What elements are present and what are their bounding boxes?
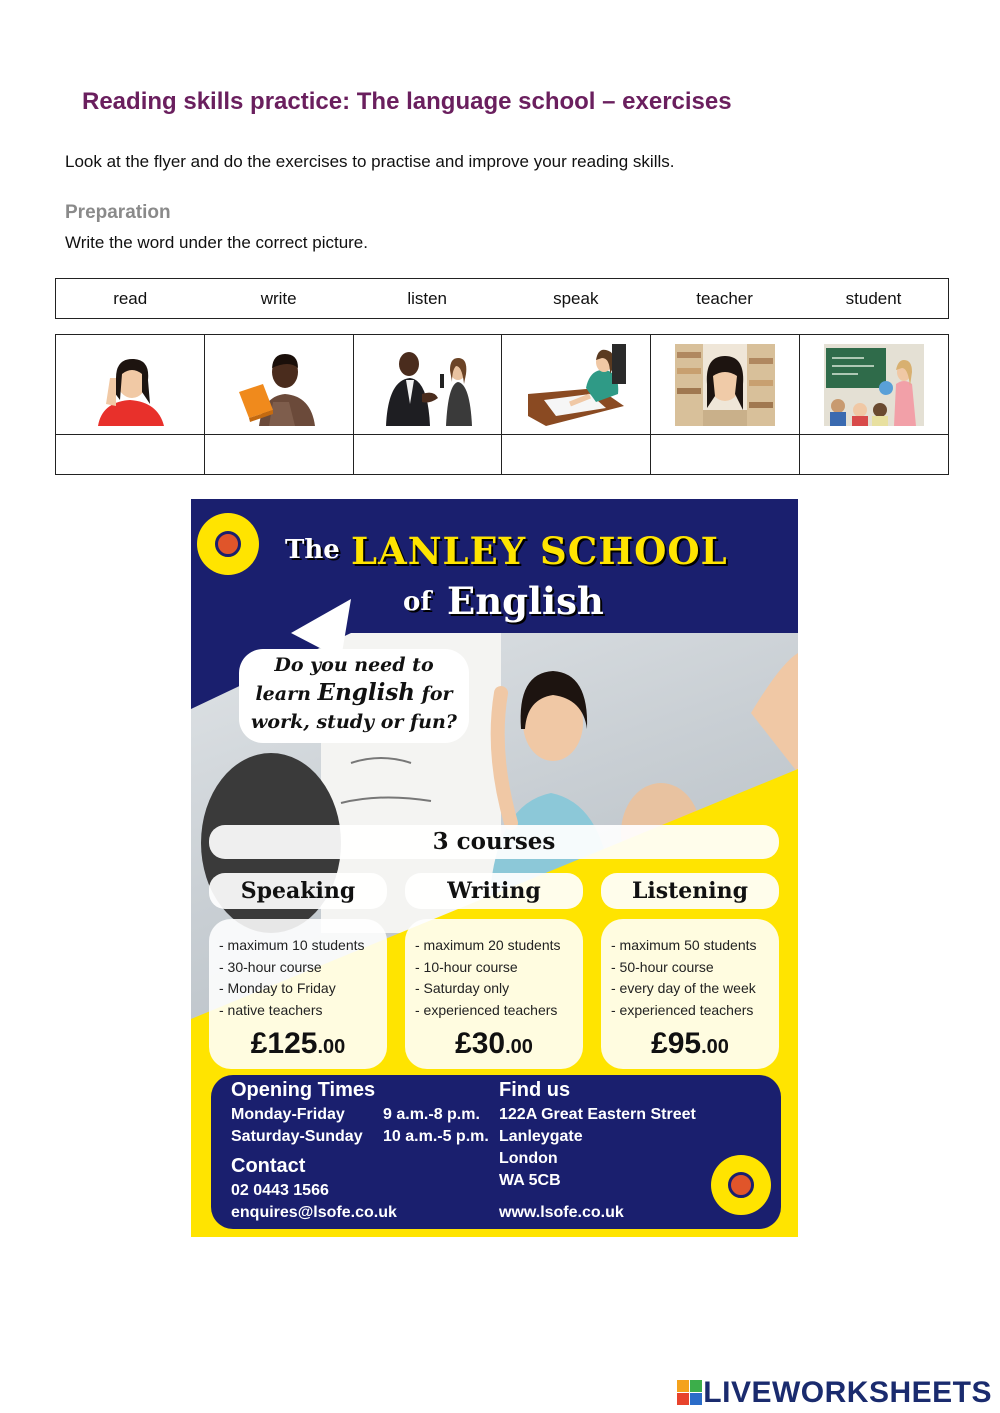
answer-cell [651, 435, 800, 475]
address-line-4: WA 5CB [499, 1172, 561, 1189]
speech-bubble [239, 649, 469, 743]
contact-email[interactable]: enquires@lsofe.co.uk [231, 1204, 397, 1221]
answer-input-6[interactable] [803, 438, 945, 472]
flyer-title-of: of [403, 587, 432, 617]
picture-table [55, 334, 949, 475]
answer-input-2[interactable] [208, 438, 350, 472]
opening-hours-1: 9 a.m.-8 p.m. [383, 1106, 480, 1123]
course-card-writing [405, 919, 583, 1069]
flyer-title-english: English [447, 579, 604, 623]
price-cents: .00 [701, 1036, 729, 1058]
answer-input-5[interactable] [654, 438, 796, 472]
answer-cell [353, 435, 502, 475]
answer-input-4[interactable] [505, 438, 647, 472]
course-detail: - every day of the week [611, 980, 756, 996]
word-bank [55, 278, 949, 319]
website-link[interactable]: www.lsofe.co.uk [499, 1204, 624, 1221]
page-title: Reading skills practice: The language school – exercises [82, 88, 732, 115]
picture-cell [204, 335, 353, 435]
word-write: write [204, 279, 352, 319]
price-cents: .00 [317, 1036, 346, 1058]
liveworksheets-icon [677, 1380, 703, 1406]
preparation-instruction: Write the word under the correct picture. [65, 233, 368, 252]
answer-cell [800, 435, 949, 475]
listening-woman-picture [80, 344, 180, 426]
student-books-picture [675, 344, 775, 426]
opening-times-heading: Opening Times [231, 1079, 376, 1101]
answer-cell [56, 435, 205, 475]
opening-hours-2: 10 a.m.-5 p.m. [383, 1128, 489, 1145]
course-price [405, 1027, 583, 1061]
flyer-title-main: LANLEY SCHOOL [351, 529, 728, 573]
course-detail: - native teachers [219, 1001, 323, 1018]
contact-phone: 02 0443 1566 [231, 1182, 329, 1199]
picture-cell [56, 335, 205, 435]
course-price [601, 1027, 779, 1061]
picture-cell [800, 335, 949, 435]
opening-days-2: Saturday-Sunday [231, 1128, 363, 1145]
course-detail: - 30-hour course [219, 958, 322, 975]
word-speak: speak [501, 279, 650, 319]
speaking-man-picture [378, 344, 478, 426]
bubble-english: English [317, 679, 416, 706]
price-cents: .00 [505, 1036, 533, 1058]
liveworksheets-text: LIVEWORKSHEETS [703, 1376, 992, 1409]
bubble-for: for [421, 683, 453, 705]
bubble-line-3: work, study or fun? [251, 711, 457, 733]
price-main: £30 [455, 1027, 506, 1060]
logo-circle-icon [711, 1155, 771, 1215]
word-listen: listen [353, 279, 502, 319]
answer-cell [204, 435, 353, 475]
preparation-heading: Preparation [65, 202, 171, 223]
answer-input-3[interactable] [357, 438, 499, 472]
answer-input-1[interactable] [59, 438, 201, 472]
course-detail: - Saturday only [415, 980, 510, 996]
classroom-teacher-picture [824, 344, 924, 426]
course-detail: - experienced teachers [415, 1001, 558, 1018]
course-price [209, 1027, 387, 1061]
course-detail: - maximum 50 students [611, 937, 757, 953]
picture-cell [353, 335, 502, 435]
price-main: £125 [250, 1027, 318, 1060]
writing-woman-picture [526, 344, 626, 426]
course-detail: - Monday to Friday [219, 980, 336, 996]
course-detail: - maximum 10 students [219, 937, 365, 953]
course-name-speaking: Speaking [209, 873, 387, 909]
reading-man-picture [229, 344, 329, 426]
bubble-learn: learn [255, 683, 311, 705]
flyer-title-the: The [285, 535, 340, 565]
price-main: £95 [651, 1027, 702, 1060]
course-detail: - maximum 20 students [415, 937, 561, 953]
find-us-heading: Find us [499, 1079, 571, 1101]
answer-cell [502, 435, 651, 475]
courses-label: 3 courses [209, 825, 779, 859]
info-panel [211, 1075, 781, 1229]
logo-circle-icon [197, 513, 259, 575]
bubble-line-1: Do you need to [274, 654, 434, 676]
word-student: student [799, 279, 948, 319]
liveworksheets-logo [677, 1376, 992, 1410]
course-card-speaking [209, 919, 387, 1069]
address-line-3: London [499, 1150, 558, 1167]
course-card-listening [601, 919, 779, 1069]
opening-days-1: Monday-Friday [231, 1106, 345, 1123]
address-line-2: Lanleygate [499, 1128, 583, 1145]
course-detail: - 10-hour course [415, 958, 518, 975]
course-detail: - experienced teachers [611, 1001, 754, 1018]
word-read: read [56, 279, 205, 319]
school-flyer [191, 499, 798, 1237]
course-detail: - 50-hour course [611, 958, 714, 975]
course-name-writing: Writing [405, 873, 583, 909]
bubble-line-2 [239, 679, 469, 708]
course-name-listening: Listening [601, 873, 779, 909]
address-line-1: 122A Great Eastern Street [499, 1106, 696, 1123]
contact-heading: Contact [231, 1155, 306, 1177]
picture-cell [651, 335, 800, 435]
picture-cell [502, 335, 651, 435]
word-teacher: teacher [650, 279, 799, 319]
intro-text: Look at the flyer and do the exercises to practise and improve your reading skills. [65, 152, 675, 171]
